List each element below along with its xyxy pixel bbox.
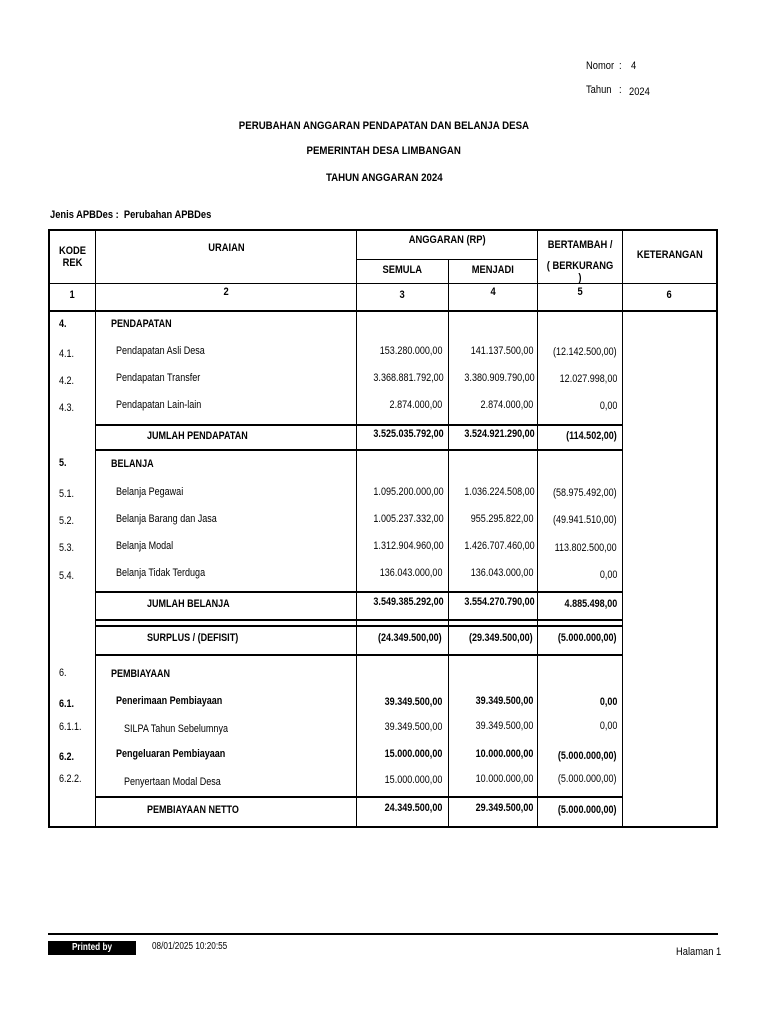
selisih-value: 4.885.498,00: [564, 598, 617, 610]
menjadi-value: 3.380.909.790,00: [464, 372, 535, 384]
col-number-5: 5: [577, 286, 583, 298]
page-number: Halaman 1: [676, 946, 722, 958]
col-number-6: 6: [666, 289, 673, 301]
kode-4: 4.: [59, 318, 67, 330]
menjadi-value: 39.349.500,00: [475, 720, 533, 732]
semula-value: 2.874.000,00: [389, 399, 442, 411]
menjadi-value: 136.043.000,00: [470, 567, 533, 579]
selisih-value: 0,00: [599, 696, 617, 708]
kode-4-2: 4.2.: [59, 375, 75, 387]
uraian-belanja: BELANJA: [111, 458, 154, 470]
nomor-sep: :: [619, 60, 622, 72]
kode-5: 5.: [59, 457, 67, 469]
selisih-value: (5.000.000,00): [558, 750, 617, 762]
header-uraian: URAIAN: [207, 242, 245, 254]
tahun-sep: :: [619, 84, 622, 96]
title-line-1: PERUBAHAN ANGGARAN PENDAPATAN DAN BELANJA DESA: [238, 120, 530, 132]
jumlah-belanja-label: JUMLAH BELANJA: [147, 598, 230, 610]
uraian-belanja-modal: Belanja Modal: [116, 540, 174, 552]
kode-6-2: 6.2.: [59, 751, 75, 763]
header-semula: SEMULA: [382, 264, 423, 276]
selisih-value: (12.142.500,00): [553, 346, 617, 358]
pembiayaan-netto-label: PEMBIAYAAN NETTO: [147, 804, 239, 816]
kode-5-4: 5.4.: [59, 570, 75, 582]
semula-value: 3.368.881.792,00: [373, 372, 444, 384]
selisih-value: (49.941.510,00): [553, 514, 617, 526]
semula-value: 15.000.000,00: [384, 774, 442, 786]
uraian-belanja-pegawai: Belanja Pegawai: [116, 486, 184, 498]
menjadi-value: (29.349.500,00): [469, 632, 533, 644]
semula-value: 15.000.000,00: [384, 748, 442, 760]
selisih-value: (5.000.000,00): [558, 773, 617, 785]
menjadi-value: 3.554.270.790,00: [464, 596, 535, 608]
header-keterangan: KETERANGAN: [636, 249, 703, 261]
col-number-2: 2: [223, 286, 229, 298]
nomor-value: 4: [631, 60, 637, 72]
kode-6: 6.: [59, 667, 67, 679]
selisih-value: (5.000.000,00): [558, 804, 617, 816]
menjadi-value: 10.000.000,00: [475, 748, 533, 760]
selisih-value: 113.802.500,00: [554, 542, 617, 554]
kode-4-3: 4.3.: [59, 402, 75, 414]
selisih-value: (5.000.000,00): [558, 632, 617, 644]
uraian-pendapatan: PENDAPATAN: [111, 318, 172, 330]
kode-5-1: 5.1.: [59, 488, 75, 500]
menjadi-value: 3.524.921.290,00: [464, 428, 535, 440]
menjadi-value: 29.349.500,00: [475, 802, 533, 814]
selisih-value: (58.975.492,00): [553, 487, 617, 499]
menjadi-value: 141.137.500,00: [470, 345, 533, 357]
semula-value: 24.349.500,00: [384, 802, 442, 814]
header-bertambah: BERTAMBAH /: [547, 239, 613, 251]
semula-value: 39.349.500,00: [384, 721, 442, 733]
semula-value: 1.312.904.960,00: [373, 540, 444, 552]
uraian-penyertaan-modal-desa: Penyertaan Modal Desa: [124, 776, 221, 788]
printed-by-badge: Printed by Siskeudes: [48, 941, 136, 955]
title-line-3: TAHUN ANGGARAN 2024: [325, 172, 443, 184]
selisih-value: 0,00: [599, 720, 617, 732]
uraian-pembiayaan: PEMBIAYAAN: [111, 668, 170, 680]
header-kode-rek: KODE REK: [58, 245, 87, 269]
semula-value: 1.095.200.000,00: [373, 486, 444, 498]
selisih-value: (114.502,00): [566, 430, 617, 442]
menjadi-value: 1.426.707.460,00: [464, 540, 535, 552]
header-berkurang: ( BERKURANG ): [546, 260, 614, 284]
semula-value: 39.349.500,00: [384, 696, 442, 708]
header-anggaran: ANGGARAN (RP): [408, 234, 486, 246]
uraian-belanja-barang-jasa: Belanja Barang dan Jasa: [116, 513, 217, 525]
semula-value: (24.349.500,00): [378, 632, 442, 644]
semula-value: 3.549.385.292,00: [373, 596, 444, 608]
tahun-value: 2024: [629, 86, 650, 98]
tahun-label: Tahun: [586, 84, 612, 96]
kode-5-2: 5.2.: [59, 515, 75, 527]
menjadi-value: 39.349.500,00: [475, 695, 533, 707]
kode-6-1: 6.1.: [59, 698, 75, 710]
menjadi-value: 955.295.822,00: [470, 513, 533, 525]
menjadi-value: 2.874.000,00: [480, 399, 533, 411]
semula-value: 153.280.000,00: [379, 345, 442, 357]
uraian-pendapatan-lain-lain: Pendapatan Lain-lain: [116, 399, 202, 411]
header-menjadi: MENJADI: [471, 264, 515, 276]
uraian-silpa: SILPA Tahun Sebelumnya: [124, 723, 228, 735]
col-number-3: 3: [399, 289, 406, 301]
jenis-label: Jenis APBDes :: [50, 209, 119, 221]
selisih-value: 0,00: [599, 400, 617, 412]
menjadi-value: 10.000.000,00: [475, 773, 533, 785]
kode-4-1: 4.1.: [59, 348, 75, 360]
kode-6-2-2: 6.2.2.: [59, 773, 82, 785]
print-timestamp: 08/01/2025 10:20:55: [152, 941, 228, 952]
jenis-apbdes: [50, 209, 211, 221]
footer-divider: [48, 933, 718, 935]
uraian-pengeluaran-pembiayaan: Pengeluaran Pembiayaan: [116, 748, 226, 760]
menjadi-value: 1.036.224.508,00: [464, 486, 535, 498]
col-number-1: 1: [69, 289, 76, 301]
nomor-label: Nomor: [586, 60, 615, 72]
col-number-4: 4: [490, 286, 496, 298]
selisih-value: 12.027.998,00: [559, 373, 617, 385]
jenis-value: Perubahan APBDes: [123, 209, 212, 221]
semula-value: 1.005.237.332,00: [373, 513, 444, 525]
kode-5-3: 5.3.: [59, 542, 75, 554]
uraian-pendapatan-transfer: Pendapatan Transfer: [116, 372, 201, 384]
surplus-defisit-label: SURPLUS / (DEFISIT): [147, 632, 239, 644]
kode-6-1-1: 6.1.1.: [59, 721, 82, 733]
semula-value: 136.043.000,00: [379, 567, 442, 579]
semula-value: 3.525.035.792,00: [373, 428, 444, 440]
title-line-2: PEMERINTAH DESA LIMBANGAN: [306, 145, 462, 157]
selisih-value: 0,00: [599, 569, 617, 581]
uraian-penerimaan-pembiayaan: Penerimaan Pembiayaan: [116, 695, 223, 707]
jumlah-pendapatan-label: JUMLAH PENDAPATAN: [147, 430, 248, 442]
uraian-belanja-tidak-terduga: Belanja Tidak Terduga: [116, 567, 206, 579]
uraian-pendapatan-asli-desa: Pendapatan Asli Desa: [116, 345, 205, 357]
